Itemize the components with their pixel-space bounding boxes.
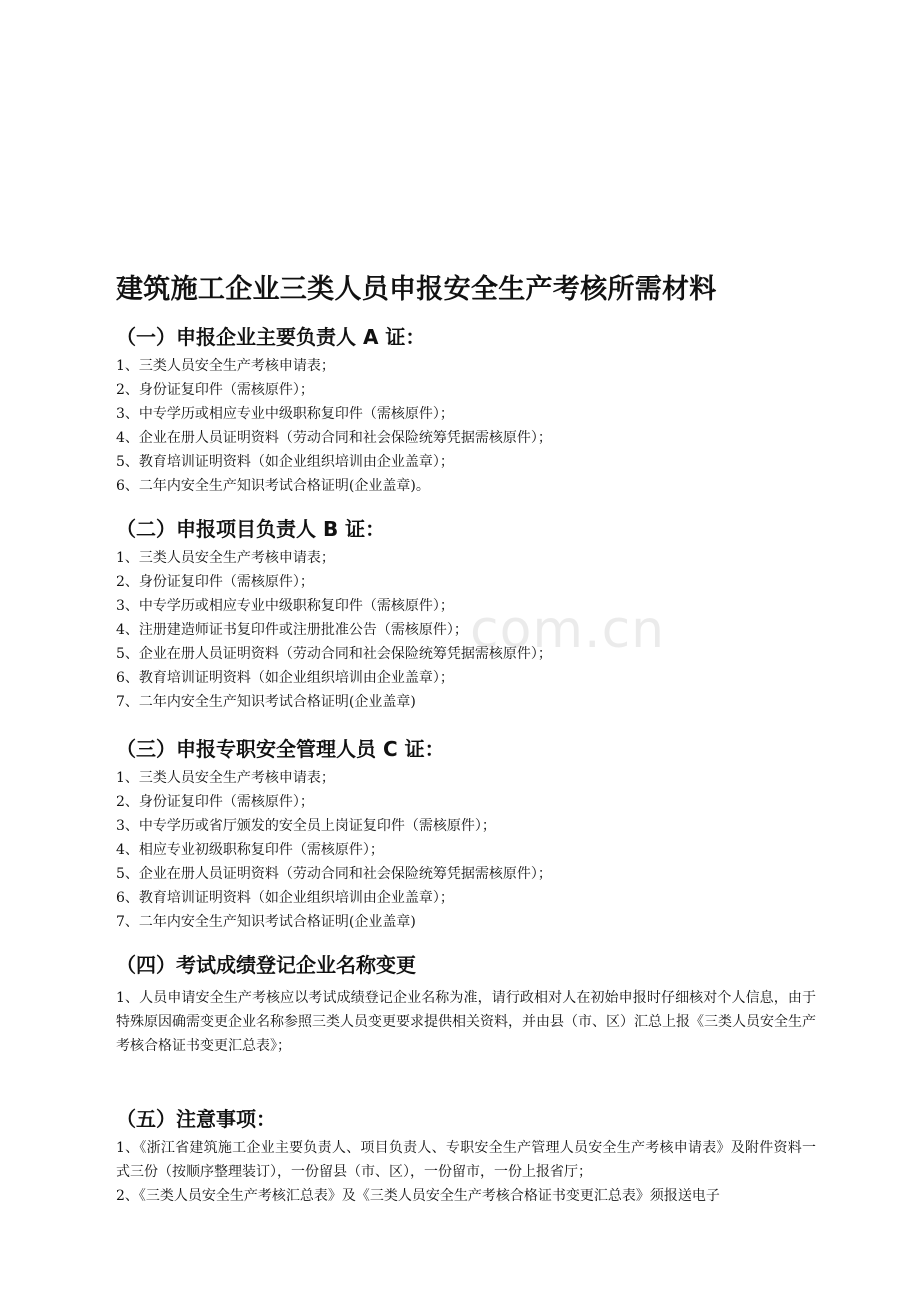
list-item: 3、中专学历或省厅颁发的安全员上岗证复印件（需核原件）； (116, 818, 496, 834)
document-title: 建筑施工企业三类人员申报安全生产考核所需材料 (116, 274, 717, 305)
list-item: 4、注册建造师证书复印件或注册批准公告（需核原件）； (116, 622, 468, 638)
section-c-certificate (116, 732, 816, 934)
paragraph: 2、《三类人员安全生产考核汇总表》及《三类人员安全生产考核合格证书变更汇总表》须报送电子 (116, 1188, 720, 1204)
list-item: 5、教育培训证明资料（如企业组织培训由企业盖章）； (116, 454, 454, 470)
list-item: 6、二年内安全生产知识考试合格证明(企业盖章)。 (116, 478, 430, 494)
list-item: 5、企业在册人员证明资料（劳动合同和社会保险统筹凭据需核原件）； (116, 646, 552, 662)
section-heading: （三）申报专职安全管理人员 C 证： (116, 737, 445, 761)
paragraph: 1、《浙江省建筑施工企业主要负责人、项目负责人、专职安全生产管理人员安全生产考核申请表》及附件资料一式三份（按顺序整理装订），一份留县（市、区），一份留市，一份上报省厅； (116, 1140, 816, 1180)
list-item: 1、三类人员安全生产考核申请表； (116, 358, 335, 374)
requirement-list (116, 354, 816, 498)
list-item: 4、企业在册人员证明资料（劳动合同和社会保险统筹凭据需核原件）； (116, 430, 552, 446)
section-name-change (116, 948, 816, 1058)
list-item: 3、中专学历或相应专业中级职称复印件（需核原件）； (116, 406, 454, 422)
list-item: 6、教育培训证明资料（如企业组织培训由企业盖章）； (116, 890, 454, 906)
section-notes (116, 1102, 816, 1208)
section-heading: （二）申报项目负责人 B 证： (116, 517, 386, 541)
list-item: 2、身份证复印件（需核原件）； (116, 574, 314, 590)
list-item: 4、相应专业初级职称复印件（需核原件）； (116, 842, 384, 858)
watermark: com.cn (470, 600, 666, 660)
list-item: 1、三类人员安全生产考核申请表； (116, 550, 335, 566)
list-item: 2、身份证复印件（需核原件）； (116, 382, 314, 398)
section-b-certificate (116, 512, 816, 714)
list-item: 7、二年内安全生产知识考试合格证明(企业盖章) (116, 914, 416, 930)
list-item: 6、教育培训证明资料（如企业组织培训由企业盖章）； (116, 670, 454, 686)
section-heading: （一）申报企业主要负责人 A 证： (116, 325, 426, 349)
list-item: 2、身份证复印件（需核原件）； (116, 794, 314, 810)
paragraph: 1、人员申请安全生产考核应以考试成绩登记企业名称为准，请行政相对人在初始申报时仔细核对个人信息，由于特殊原因确需变更企业名称参照三类人员变更要求提供相关资料，并由县（市、区）汇总上报《三类人员安全生产考核合格证书变更汇总表》； (116, 990, 816, 1054)
section-heading: （五）注意事项： (116, 1107, 276, 1131)
section-heading: （四）考试成绩登记企业名称变更 (116, 953, 416, 977)
list-item: 3、中专学历或相应专业中级职称复印件（需核原件）； (116, 598, 454, 614)
list-item: 1、三类人员安全生产考核申请表； (116, 770, 335, 786)
section-a-certificate (116, 320, 816, 498)
requirement-list (116, 546, 816, 714)
list-item: 7、二年内安全生产知识考试合格证明(企业盖章) (116, 694, 416, 710)
requirement-list (116, 766, 816, 934)
list-item: 5、企业在册人员证明资料（劳动合同和社会保险统筹凭据需核原件）； (116, 866, 552, 882)
